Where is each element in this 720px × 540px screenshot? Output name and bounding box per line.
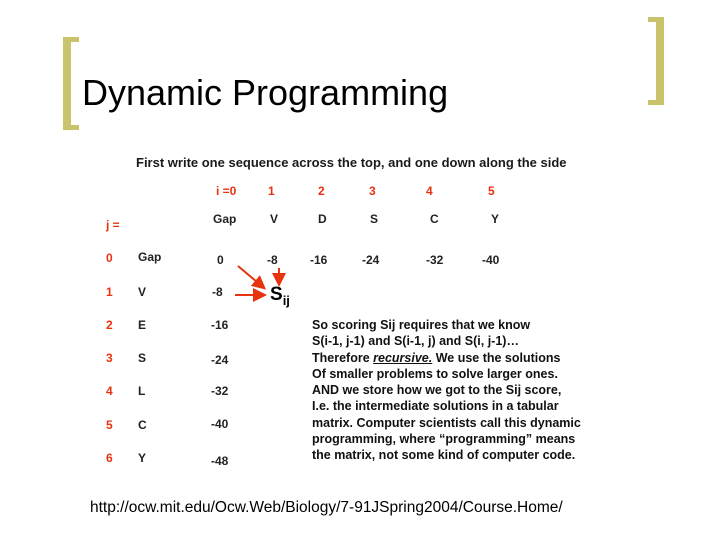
row-index-2: 2	[106, 318, 113, 332]
row0-value-1: -8	[267, 253, 278, 267]
i-header-5: 5	[488, 184, 495, 198]
explanation-line-9: the matrix, not some kind of computer code.	[312, 448, 576, 463]
source-url: http://ocw.mit.edu/Ocw.Web/Biology/7-91JSpring2004/Course.Home/	[90, 499, 563, 516]
explanation-line-3: Therefore recursive. We use the solutions	[312, 350, 561, 365]
explanation-line-7: matrix. Computer scientists call this dynamic	[312, 415, 581, 430]
row-index-3: 3	[106, 351, 113, 365]
row0-value-2: -16	[310, 253, 328, 267]
col0-value-6: -48	[211, 454, 229, 468]
top-seq-3: S	[370, 212, 379, 226]
i-header-4: 4	[426, 184, 433, 198]
row0-value-0: 0	[217, 253, 224, 267]
row0-value-4: -32	[426, 253, 444, 267]
recursive-emphasis: recursive.	[373, 350, 433, 365]
col0-value-4: -32	[211, 384, 229, 398]
top-seq-5: Y	[491, 212, 500, 226]
side-seq-gap: Gap	[138, 250, 162, 264]
top-seq-4: C	[430, 212, 439, 226]
col0-value-3: -24	[211, 353, 229, 367]
side-seq-1: V	[138, 285, 147, 299]
top-seq-1: V	[270, 212, 279, 226]
col0-value-1: -8	[212, 285, 223, 299]
row-index-5: 5	[106, 418, 113, 432]
side-seq-3: S	[138, 351, 147, 365]
side-seq-2: E	[138, 318, 147, 332]
i-header-0: i =0	[216, 184, 237, 198]
explanation-paragraph	[312, 317, 581, 464]
i-header-2: 2	[318, 184, 325, 198]
explanation-line-5: AND we store how we got to the Sij score,	[312, 383, 562, 398]
row-index-1: 1	[106, 285, 113, 299]
side-seq-5: C	[138, 418, 147, 432]
top-seq-gap: Gap	[213, 212, 237, 226]
cell-label-sij: $S_{ij}$	[270, 284, 290, 308]
explanation-line-4: Of smaller problems to solve larger ones.	[312, 366, 558, 381]
i-header-1: 1	[268, 184, 275, 198]
row-index-4: 4	[106, 384, 113, 398]
side-seq-6: Y	[138, 451, 147, 465]
explanation-line-6: I.e. the intermediate solutions in a tabular	[312, 399, 559, 414]
slide-title: Dynamic Programming	[82, 72, 449, 113]
col0-value-2: -16	[211, 318, 229, 332]
row-index-0: 0	[106, 251, 113, 265]
diagonal-arrow	[238, 266, 263, 287]
explanation-line-1: So scoring Sij requires that we know	[312, 318, 531, 332]
explanation-line-2: S(i-1, j-1) and S(i-1, j) and S(i, j-1)…	[312, 334, 519, 349]
side-seq-4: L	[138, 384, 146, 398]
top-seq-2: D	[318, 212, 327, 226]
col0-value-5: -40	[211, 417, 229, 431]
slide-subtitle: First write one sequence across the top, and one down along the side	[136, 155, 567, 170]
i-header-3: 3	[369, 184, 376, 198]
row0-value-3: -24	[362, 253, 380, 267]
row0-value-5: -40	[482, 253, 500, 267]
row-index-6: 6	[106, 451, 113, 465]
explanation-line-8: programming, where “programming” means	[312, 432, 576, 447]
j-label: j =	[106, 218, 120, 232]
